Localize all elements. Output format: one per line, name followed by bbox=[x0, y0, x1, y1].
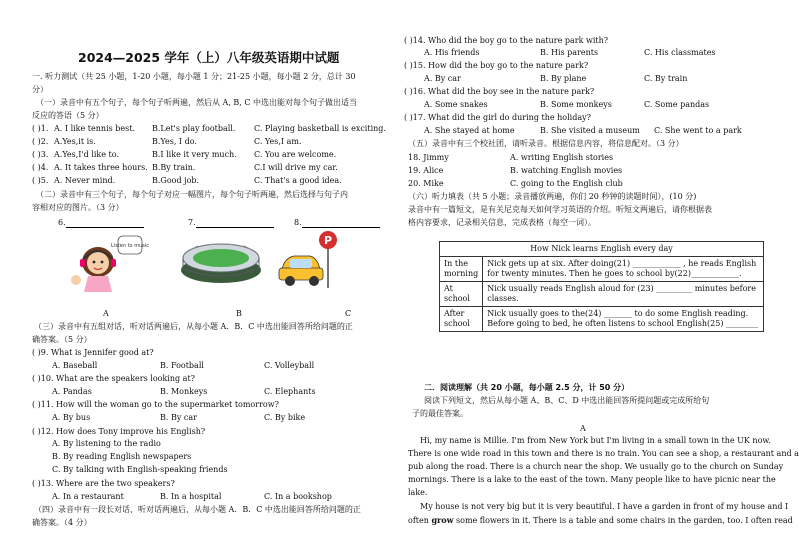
stadium-picture bbox=[178, 236, 264, 286]
section6-desc: 录音中有一篇短文，是有关尼克每天如何学习英语的介绍。听短文两遍后，请你根据表 bbox=[408, 205, 712, 214]
q16-option-a: A. Some snakes bbox=[424, 100, 488, 109]
question-17: ( )17. What did the girl do during the holiday? bbox=[404, 113, 591, 122]
question-number: ( )2. bbox=[32, 137, 49, 146]
reading-title: 二．阅读理解（共 20 小题，每小题 2.5 分，计 50 分） bbox=[424, 383, 630, 392]
option-b: B. Football bbox=[160, 361, 204, 370]
q12-option-b: B. By reading English newspapers bbox=[52, 452, 192, 461]
option-b: B.Good job. bbox=[152, 176, 200, 185]
section3-intro: （三）录音中有五组对话，听对话两遍后，从每小题 A．B．C 中选出能回答所给问题的正 bbox=[34, 322, 353, 331]
section2-intro-cont: 容相对应的图片。（3 分） bbox=[32, 203, 124, 212]
row-label: After school bbox=[440, 307, 483, 332]
option-b: B.By train. bbox=[152, 163, 196, 172]
reading-intro-cont: 子的最佳答案。 bbox=[412, 409, 468, 418]
table-title: How Nick learns English every day bbox=[440, 242, 764, 257]
question-number: ( )4. bbox=[32, 163, 49, 172]
match-19: 19. Alice bbox=[408, 166, 444, 175]
passage-line: mornings. There is a lake to the east of the town. Many people like to have picnic near the bbox=[408, 475, 776, 484]
q12-option-c: C. By talking with English-speaking friends bbox=[52, 465, 228, 474]
option-b: B. By car bbox=[160, 413, 197, 422]
section6-desc-cont: 格内容要求，记录相关信息，完成表格（每空一词）。 bbox=[408, 218, 596, 227]
q14-option-a: A. His friends bbox=[424, 48, 480, 57]
row-text: Nick usually reads English aloud for (23) _________ minutes before classes. bbox=[483, 282, 764, 307]
q17-option-c: C. She went to a park bbox=[654, 126, 742, 135]
option-c: C. By bike bbox=[264, 413, 306, 422]
option-c: C. Elephants bbox=[264, 387, 316, 396]
blank-6: 6. bbox=[58, 218, 144, 228]
match-option-a: A. writing English stories bbox=[510, 153, 614, 162]
question-15: ( )15. How did the boy go to the nature park? bbox=[404, 61, 589, 70]
section4-intro-cont: 确答案。（4 分） bbox=[32, 518, 92, 527]
reading-intro: 阅读下列短文，然后从每小题 A、B、C、D 中选出能回答所提问题或完成所给句 bbox=[424, 396, 710, 405]
option-c: C. You are welcome. bbox=[254, 150, 337, 159]
section6-intro: （六）听力填表（共 5 小题；录音播放两遍，你们 20 秒钟的读题时间），(10 分) bbox=[408, 192, 697, 201]
option-a: A.Yes,it is. bbox=[54, 137, 96, 146]
passage-line: lake. bbox=[408, 488, 428, 497]
option-c: C. That's a good idea. bbox=[254, 176, 342, 185]
option-b: B.Let's play football. bbox=[152, 124, 236, 133]
option-b: B. Monkeys bbox=[160, 387, 208, 396]
question: ( )13. Where are the two speakers? bbox=[32, 479, 175, 488]
passage-line: pub along the road. There is a church near the shop. We usually go to the church on Sunday bbox=[408, 462, 784, 471]
option-a: A. Never mind. bbox=[54, 176, 116, 185]
listening-heading-cont: 分） bbox=[32, 85, 48, 94]
car-parking-picture bbox=[276, 230, 342, 290]
blank-8: 8. bbox=[294, 218, 380, 228]
table-row bbox=[440, 282, 764, 307]
option-b: B.I like it very much. bbox=[152, 150, 237, 159]
bold-word: grow bbox=[431, 515, 454, 525]
question-16: ( )16. What did the boy see in the nature park? bbox=[404, 87, 595, 96]
option-a: A. It takes three hours. bbox=[54, 163, 148, 172]
section4-intro: （四）录音中有一段长对话，听对话两遍后，从每小题 A．B．C 中选出能回答所给问题的正 bbox=[34, 505, 361, 514]
question: ( )10. What are the speakers looking at? bbox=[32, 374, 195, 383]
row-label: At school bbox=[440, 282, 483, 307]
option-a: A. In a restaurant bbox=[52, 492, 124, 501]
option-b: B.Yes, I do. bbox=[152, 137, 197, 146]
row-label: In the morning bbox=[440, 257, 483, 282]
option-a: A. I like tennis best. bbox=[54, 124, 135, 133]
q16-option-b: B. Some monkeys bbox=[540, 100, 612, 109]
question-number: ( )1. bbox=[32, 124, 49, 133]
option-b: B. In a hospital bbox=[160, 492, 222, 501]
option-c: C. Volleyball bbox=[264, 361, 315, 370]
match-option-b: B. watching English movies bbox=[510, 166, 623, 175]
passage-line: There is one wide road in this town and there is no train. You can see a shop, a restaurant and a bbox=[408, 449, 799, 458]
question-number: ( )3. bbox=[32, 150, 49, 159]
option-a: A. By bus bbox=[52, 413, 91, 422]
question-12: ( )12. How does Tony improve his English? bbox=[32, 427, 206, 436]
row-text: Nick usually goes to the(24) _______ to do some English reading. Before going to bed, he often listens to school English(25) ________ bbox=[483, 307, 764, 332]
pic-label-c: C bbox=[345, 309, 352, 318]
table-row bbox=[440, 307, 764, 332]
option-c: C. Playing basketball is exciting. bbox=[254, 124, 386, 133]
option-a: A.Yes,I'd like to. bbox=[54, 150, 119, 159]
section1-intro-cont: 反应的答语（5 分） bbox=[32, 111, 104, 120]
blank-7: 7. bbox=[188, 218, 274, 228]
option-c: C.I will drive my car. bbox=[254, 163, 338, 172]
nick-table bbox=[439, 241, 764, 332]
match-option-c: C. going to the English club bbox=[510, 179, 623, 188]
passage-line: Hi, my name is Millie. I'm from New York but I'm living in a small town in the UK now. bbox=[420, 436, 771, 445]
option-c: C. Yes,I am. bbox=[254, 137, 302, 146]
section3-intro-cont: 确答案。（5 分） bbox=[32, 335, 92, 344]
passage-line: My house is not very big but it is very beautiful. I have a garden in front of my house and I bbox=[420, 502, 789, 511]
section1-intro: （一）录音中有五个句子，每个句子听两遍，然后从 A, B, C 中选出能对每个句子做出适当 bbox=[36, 98, 358, 107]
section5-intro: （五）录音中有三个校社团，请听录音。根据信息内容，将信息配对。（3 分） bbox=[408, 139, 684, 148]
pic-label-b: B bbox=[236, 309, 242, 318]
table-row bbox=[440, 257, 764, 282]
question: ( )11. How will the woman go to the supermarket tomorrow? bbox=[32, 400, 279, 409]
q14-option-b: B. His parents bbox=[540, 48, 599, 57]
q17-option-a: A. She stayed at home bbox=[424, 126, 515, 135]
passage-label: A bbox=[580, 424, 586, 433]
option-a: A. Pandas bbox=[52, 387, 92, 396]
question-14: ( )14. Who did the boy go to the nature park with? bbox=[404, 36, 609, 45]
q12-option-a: A. By listening to the radio bbox=[52, 439, 161, 448]
question: ( )9. What is Jennifer good at? bbox=[32, 348, 154, 357]
passage-line: often grow some flowers in it. There is a table and some chairs in the garden, too. I often read bbox=[408, 515, 793, 525]
q15-option-c: C. By train bbox=[644, 74, 688, 83]
match-18: 18. Jimmy bbox=[408, 153, 449, 162]
q15-option-a: A. By car bbox=[424, 74, 461, 83]
option-c: C. In a bookshop bbox=[264, 492, 332, 501]
q14-option-c: C. His classmates bbox=[644, 48, 716, 57]
q16-option-c: C. Some pandas bbox=[644, 100, 710, 109]
q15-option-b: B. By plane bbox=[540, 74, 587, 83]
match-20: 20. Mike bbox=[408, 179, 444, 188]
q17-option-b: B. She visited a museum bbox=[540, 126, 640, 135]
parking-letter: P bbox=[323, 234, 333, 247]
pic-label-a: A bbox=[103, 309, 109, 318]
girl-headphones-picture bbox=[68, 232, 149, 294]
row-text: Nick gets up at six. After doing(21) ____________ , he reads English for twenty minutes. Then he goes to school by(22)____________. bbox=[483, 257, 764, 282]
exam-title: 2024—2025 学年（上）八年级英语期中试题 bbox=[78, 50, 340, 65]
option-a: A. Baseball bbox=[52, 361, 98, 370]
sign-text: Listen to music bbox=[111, 243, 149, 249]
section2-intro: （二）录音中有三个句子，每个句子对应一幅图片，每个句子听两遍，然后选择与句子内 bbox=[36, 190, 348, 199]
listening-heading: 一. 听力测试（共 25 小题，1-20 小题，每小题 1 分；21-25 小题，每小题 2 分，总计 30 bbox=[32, 72, 356, 81]
question-number: ( )5. bbox=[32, 176, 49, 185]
